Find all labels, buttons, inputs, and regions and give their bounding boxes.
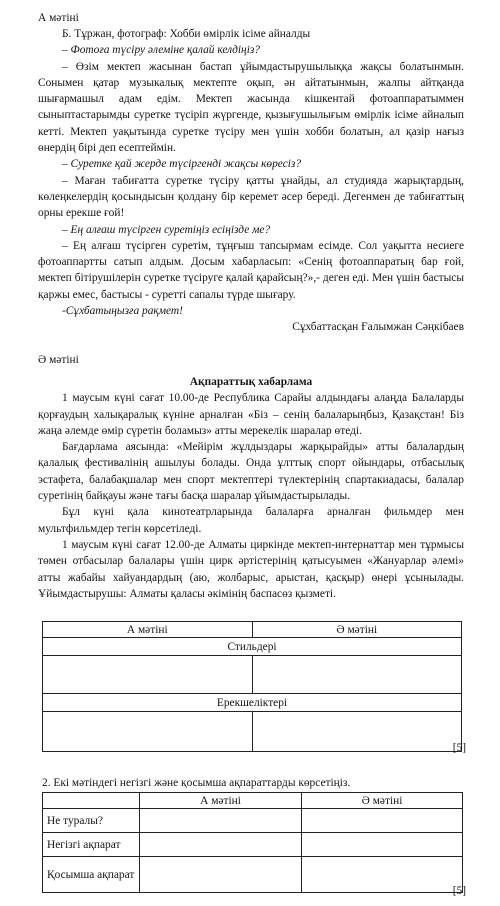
table1-row-styles: Стильдері: [43, 638, 462, 656]
comparison-table: [42, 621, 462, 752]
text-b-label: Ә мәтіні: [38, 354, 79, 366]
task-2-question-text: 2. Екі мәтіндегі негізгі және қосымша ақпараттарды көрсетіңіз.: [42, 777, 351, 789]
text-a-thanks: -Сұхбатыңызға рақмет!: [62, 305, 183, 318]
text-a-answer-2: – Маған табиғатта суретке түсіру қатты ұнайды, ал студияда жарықтардың, көлеңкелердің қосындысын қолдану бір керемет әсер береді. Дегенмен де табиғаттың орны ерекше ғой!: [38, 174, 464, 220]
table1-cell-features-a[interactable]: [43, 712, 253, 752]
info-table-cell[interactable]: [140, 809, 302, 833]
text-b-paragraph-3: Бұл күні қала кинотеатрларында балаларға арналған фильмдер мен мультфильмдер тегін көрсетіледі.: [38, 506, 464, 535]
text-a-question-1: – Фотоға түсіру әлеміне қалай келдіңіз?: [62, 44, 260, 57]
info-table-cell[interactable]: [140, 857, 302, 893]
info-table: [42, 792, 463, 893]
text-b-paragraph-1: 1 маусым күні сағат 10.00-де Республика Сарайы алдындағы алаңда Балаларды қорғаудың халықаралық күніне арналған «Біз – сенің балаларыңбыз, Қазақстан! Біз жаңа әлемде өмір сүретін боламыз» атты мерекелік шаралар өтеді.: [38, 392, 464, 437]
text-a-answer-3: – Ең алғаш түсірген суретім, тұңғыш тапсырмам есімде. Сол уақытта несиеге фотоаппартты сатып алдым. Досым хабарласып: «Сенің фотоаппаратың бар ғой, мектеп бітірушілерін суретке түсіруге қалай қарайсың?»,- деген еді. Мен үшін бастысы қаржы емес, бастысы - суретті сапалы түрде шығару.: [38, 239, 464, 301]
text-b-title: Ақпараттық хабарлама: [189, 376, 313, 388]
text-a-section: [38, 10, 464, 336]
info-table-row-label: Негізгі ақпарат: [43, 833, 140, 857]
info-table-cell[interactable]: [302, 809, 463, 833]
info-table-header-b: Ә мәтіні: [302, 793, 463, 809]
text-a-title: Б. Тұржан, фотограф: Хобби өмірлік ісіме айналды: [62, 28, 311, 40]
info-table-cell[interactable]: [140, 833, 302, 857]
info-table-row-label: Қосымша ақпарат: [43, 857, 140, 893]
table1-header-b: Ә мәтіні: [252, 622, 462, 638]
text-b-paragraph-2: Бағдарлама аясында: «Мейірім жұлдыздары жарқырайды» атты балалардың қалалық фестивалінің ашылуы болады. Онда ұлттық спорт ойындары, отбасылық эстафета, балабақшалар мен спорт мектептері түлектерінің спартакиадасы, балалар суретінің байқауы және тағы басқа шаралар ұйымдастырылады.: [38, 441, 464, 503]
text-a-question-2: – Суретке қай жерде түсіргенді жақсы көресіз?: [62, 158, 302, 171]
table1-cell-features-b[interactable]: [252, 712, 462, 752]
text-b-paragraph-4: 1 маусым күні сағат 12.00-де Алматы циркінде мектеп-интернаттар мен тұрмысы төмен отбасылар балалары үшін цирк әртістерінің қатысуымен «Жануарлар әлемі» атты жабайы хайуандардың (аю, жолбарыс, арыстан, қасқыр) өнері ұсынылады. Ұйымдастырушы: Алматы қаласы әкімінің баспасөз қызметі.: [38, 538, 464, 600]
text-a-label: А мәтіні: [38, 12, 79, 24]
text-b-section: [38, 352, 464, 602]
table1-cell-styles-a[interactable]: [43, 656, 253, 694]
info-table-cell[interactable]: [302, 857, 463, 893]
text-a-question-3: – Ең алғаш түсірген суретіңіз есіңізде ме?: [62, 223, 271, 236]
info-table-header-a: А мәтіні: [140, 793, 302, 809]
info-table-row-label: Не туралы?: [43, 809, 140, 833]
info-table-corner: [43, 793, 140, 809]
table1-cell-styles-b[interactable]: [252, 656, 462, 694]
task-2-score: [5]: [452, 885, 466, 897]
table1-row-features: Ерекшеліктері: [43, 694, 462, 712]
info-table-cell[interactable]: [302, 833, 463, 857]
text-a-author: Сұхбаттасқан Ғалымжан Сәңкібаев: [292, 321, 464, 334]
table1-score: [5]: [452, 742, 466, 754]
task-2-question: [42, 775, 468, 791]
text-a-answer-1: – Өзім мектеп жасынан бастап ұйымдастырушылыққа жақсы болатынмын. Сонымен қатар музыкалық мектепте оқып, ән айтатынмын, жалпы айтқанда шығармашыл адам едім. Мектеп жасында кішкентай фотоаппаратыммен сыныптастарымды суретке түсіріп жүргенде, қызығушылығым өмірлік ісіме айналып кетті. Мектеп уақытында суретке түсіру мен үшін хобби болатын, ал қазір нағыз өнердің бірі деп есептеймін.: [38, 60, 464, 155]
table1-header-a: А мәтіні: [43, 622, 253, 638]
